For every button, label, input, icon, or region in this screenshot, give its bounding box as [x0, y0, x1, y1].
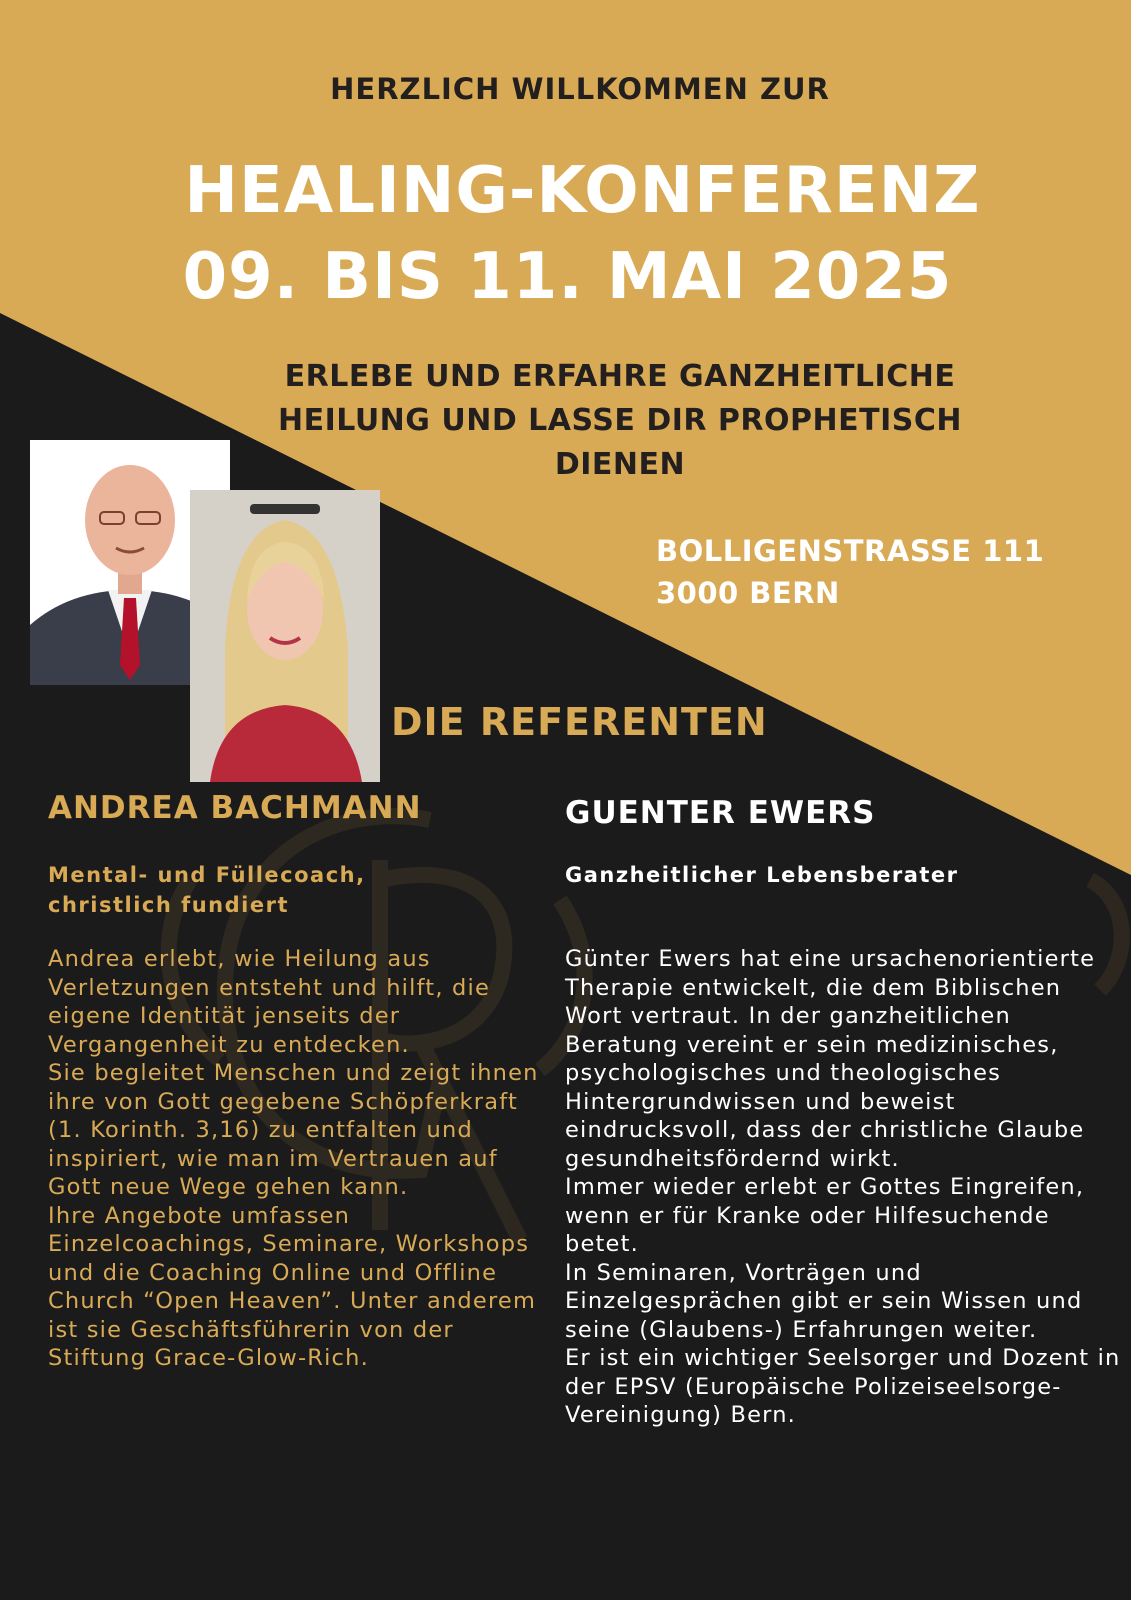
speaker-name-andrea: ANDREA BACHMANN	[48, 790, 422, 826]
intro-text: HERZLICH WILLKOMMEN ZUR	[330, 72, 830, 106]
tagline-line: DIENEN	[554, 447, 686, 482]
speaker-photo-andrea	[190, 490, 380, 782]
tagline	[200, 355, 1040, 487]
speaker-role-andrea: Mental- und Füllecoach, christlich fundiert	[48, 863, 366, 917]
tagline-line: ERLEBE UND ERFAHRE GANZHEITLICHE	[284, 359, 956, 394]
address-city: 3000 BERN	[656, 576, 840, 610]
speakers-heading: DIE REFERENTEN	[391, 700, 768, 744]
speaker-role-guenter: Ganzheitlicher Lebensberater	[565, 863, 959, 887]
tagline-line: HEILUNG UND LASSE DIR PROPHETISCH	[278, 403, 962, 438]
speaker-bio-guenter: Günter Ewers hat eine ursachenorientierte Therapie entwickelt, die dem Biblischen Wort vertraut. In der ganzheitlichen Beratung vereint er sein medizinisches, psychologisches und theologisches Hintergrundwissen und beweist eindrucksvoll, dass der christliche Glaube gesundheitsfördernd wirkt. Immer wieder erlebt er Gottes Eingreifen, wenn er für Kranke oder Hilfesuchende betet. In Seminaren, Vorträgen und Einzelgesprächen gibt er sein Wissen und seine (Glaubens-) Erfahrungen weiter. Er ist ein wichtiger Seelsorger und Dozent in der EPSV (Europäische Polizeiseelsorge-Vereinigung) Bern.	[565, 946, 1121, 1428]
venue-address	[656, 530, 1116, 614]
address-street: BOLLIGENSTRASSE 111	[656, 534, 1045, 568]
conference-title: HEALING-KONFERENZ	[184, 154, 981, 228]
speaker-bio-andrea: Andrea erlebt, wie Heilung aus Verletzungen entsteht und hilft, die eigene Identität jenseits der Vergangenheit zu entdecken. Sie begleitet Menschen und zeigt ihnen ihre von Gott gegebene Schöpferkraft (1. Korinth. 3,16) zu entfalten und inspiriert, wie man im Vertrauen auf Gott neue Wege gehen kann. Ihre Angebote umfassen Einzelcoachings, Seminare, Workshops und die Coaching Online und Offline Church “Open Heaven”. Unter anderem ist sie Geschäftsführerin von der Stiftung Grace-Glow-Rich.	[48, 946, 539, 1371]
speaker-name-guenter: GUENTER EWERS	[565, 795, 876, 831]
conference-dates: 09. BIS 11. MAI 2025	[182, 240, 953, 314]
